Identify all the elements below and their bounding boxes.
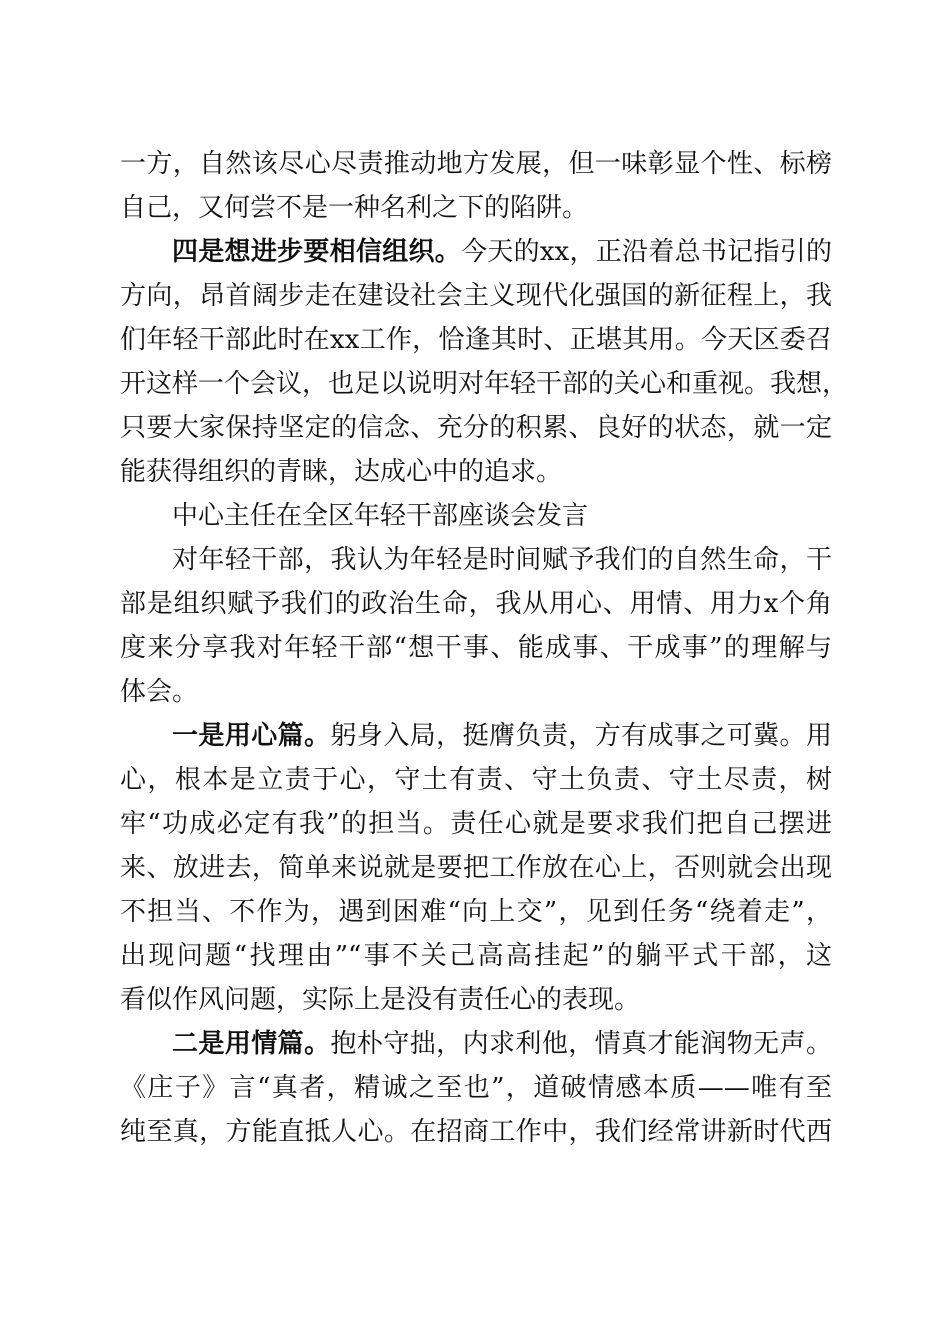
paragraph-line: 能获得组织的青睐，达成心中的追求。 bbox=[120, 457, 563, 487]
section-heading: 四是想进步要相信组织。 bbox=[172, 237, 462, 267]
paragraph-line: 方向，昂首阔步走在建设社会主义现代化强国的新征程上，我 bbox=[120, 281, 832, 311]
paragraph-line: 部是组织赋予我们的政治生命，我从用心、用情、用力x个角 bbox=[120, 589, 832, 619]
section-title: 中心主任在全区年轻干部座谈会发言 bbox=[172, 501, 589, 531]
paragraph-line: 自己，又何尝不是一种名利之下的陷阱。 bbox=[120, 193, 589, 223]
paragraph-line: 心，根本是立责于心，守土有责、守土负责、守土尽责，树 bbox=[120, 765, 832, 795]
paragraph-line: 只要大家保持坚定的信念、充分的积累、良好的状态，就一定 bbox=[120, 413, 832, 443]
paragraph-line: 度来分享我对年轻干部“想干事、能成事、干成事”的理解与 bbox=[120, 633, 832, 663]
paragraph-line: 一是用心篇。躬身入局，挺膺负责，方有成事之可冀。用 bbox=[172, 721, 832, 751]
paragraph-line: 开这样一个会议，也足以说明对年轻干部的关心和重视。我想， bbox=[120, 369, 849, 399]
paragraph-line: 《庄子》言“真者，精诚之至也”，道破情感本质——唯有至 bbox=[120, 1073, 832, 1103]
paragraph-line: 对年轻干部，我认为年轻是时间赋予我们的自然生命，干 bbox=[172, 545, 832, 575]
paragraph-line: 四是想进步要相信组织。今天的xx，正沿着总书记指引的 bbox=[172, 237, 832, 267]
paragraph-line: 二是用情篇。抱朴守拙，内求利他，情真才能润物无声。 bbox=[172, 1029, 832, 1059]
paragraph-line: 看似作风问题，实际上是没有责任心的表现。 bbox=[120, 985, 641, 1015]
paragraph-line: 出现问题“找理由”“事不关己高高挂起”的躺平式干部，这 bbox=[120, 941, 832, 971]
paragraph-line: 牢“功成必定有我”的担当。责任心就是要求我们把自己摆进 bbox=[120, 809, 832, 839]
paragraph-line: 来、放进去，简单来说就是要把工作放在心上，否则就会出现 bbox=[120, 853, 832, 883]
paragraph-line: 纯至真，方能直抵人心。在招商工作中，我们经常讲新时代西 bbox=[120, 1117, 832, 1147]
section-heading: 一是用心篇。 bbox=[172, 721, 331, 751]
paragraph-line: 一方，自然该尽心尽责推动地方发展，但一味彰显个性、标榜 bbox=[120, 149, 832, 179]
paragraph-line: 们年轻干部此时在xx工作，恰逢其时、正堪其用。今天区委召 bbox=[120, 325, 832, 355]
section-heading: 二是用情篇。 bbox=[172, 1029, 331, 1059]
paragraph-line: 不担当、不作为，遇到困难“向上交”，见到任务“绕着走”， bbox=[120, 897, 832, 927]
paragraph-line: 体会。 bbox=[120, 677, 199, 707]
